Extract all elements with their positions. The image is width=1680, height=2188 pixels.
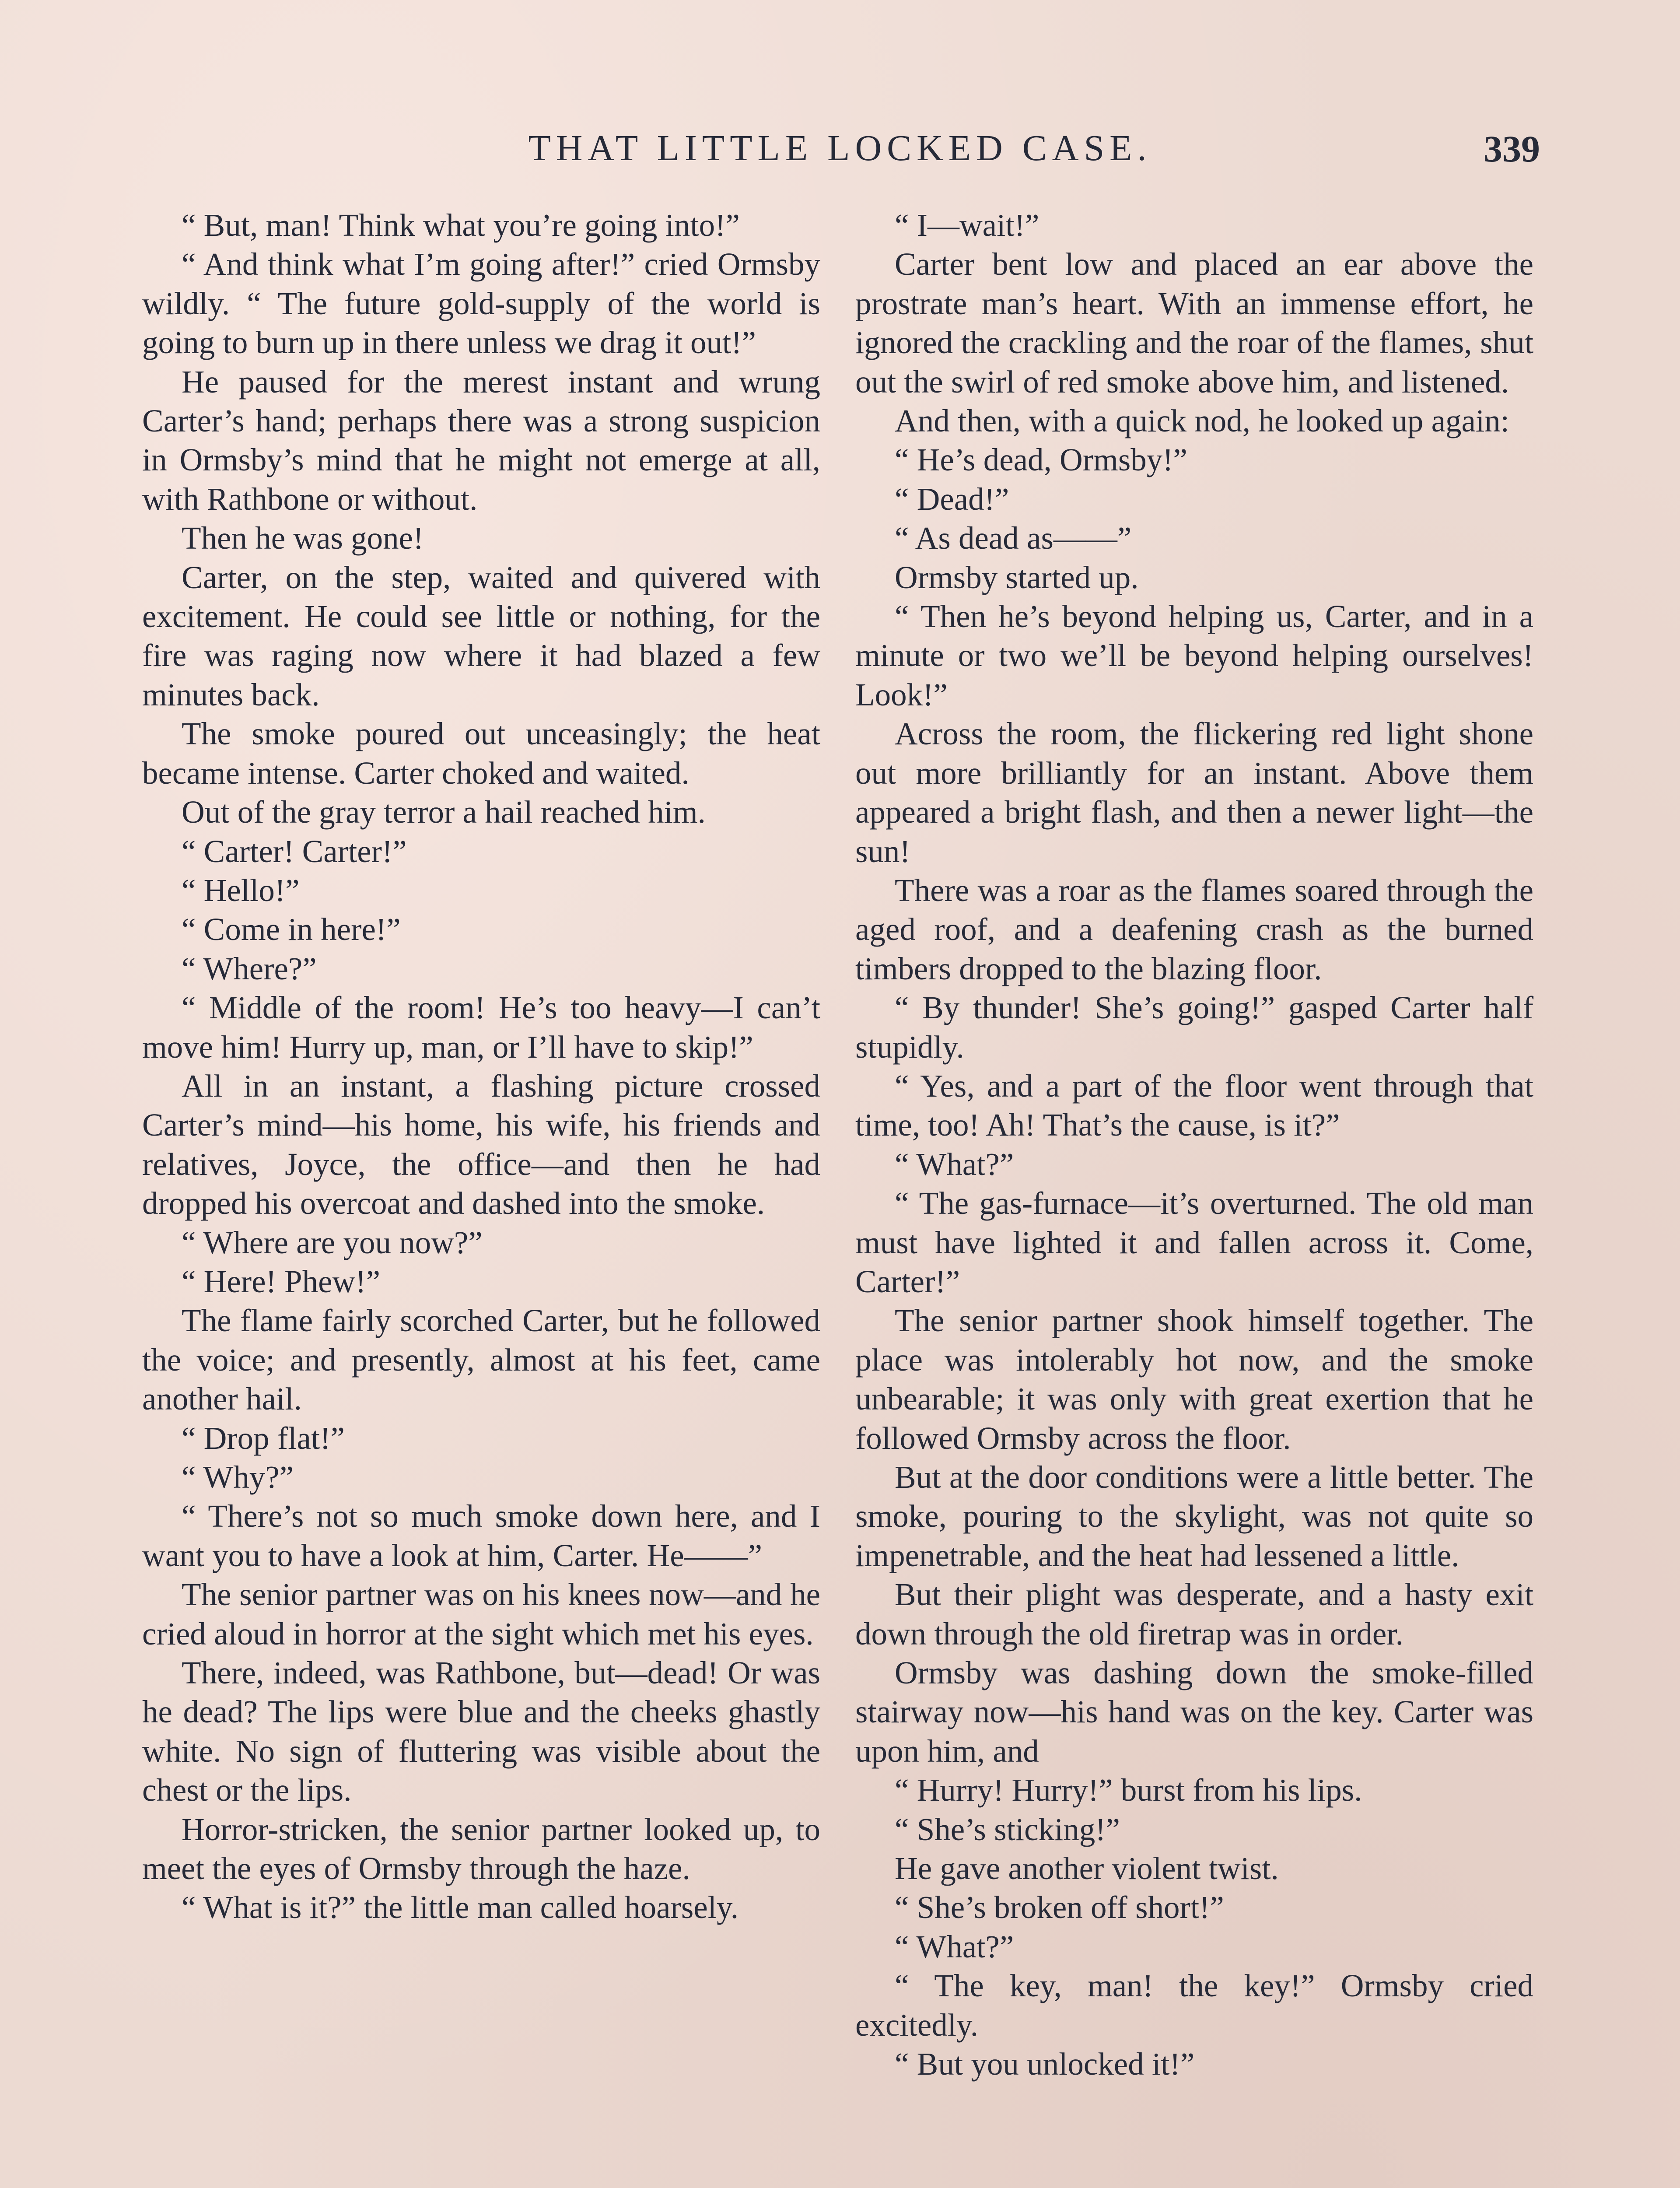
- paragraph: “ The gas-furnace—it’s overturned. The old man must have lighted it and fallen across it. Come, Carter!”: [855, 1185, 1533, 1299]
- paragraph: “ Yes, and a part of the floor went through that time, too! Ah! That’s the cause, is it?”: [855, 1068, 1533, 1143]
- left-column: [142, 206, 820, 1927]
- paragraph: The smoke poured out unceasingly; the heat became intense. Carter choked and waited.: [142, 716, 820, 791]
- paragraph: “ Come in here!”: [182, 912, 401, 947]
- page-number: 339: [1484, 128, 1540, 170]
- paragraph: Then he was gone!: [182, 520, 424, 556]
- paragraph: Carter, on the step, waited and quivered with excitement. He could see little or nothing, for the fire was raging now where it had blazed a few minutes back.: [142, 559, 820, 712]
- running-head: [140, 127, 1540, 179]
- paragraph: “ What?”: [895, 1929, 1014, 1964]
- paragraph: “ And think what I’m going after!” cried Ormsby wildly. “ The future gold-supply of the world is going to burn up in there unless we drag it out!”: [142, 246, 820, 361]
- paragraph: “ Then he’s beyond helping us, Carter, and in a minute or two we’ll be beyond helping ourselves! Look!”: [855, 599, 1533, 712]
- paragraph: “ Hurry! Hurry!” burst from his lips.: [895, 1772, 1362, 1808]
- paragraph: Ormsby started up.: [895, 559, 1139, 595]
- paragraph: Ormsby was dashing down the smoke-filled stairway now—his hand was on the key. Carter was upon him, and: [855, 1655, 1533, 1769]
- paragraph: “ Dead!”: [895, 481, 1009, 517]
- paragraph: “ But you unlocked it!”: [895, 2046, 1195, 2082]
- paragraph: “ Where?”: [182, 950, 317, 986]
- right-column: [855, 206, 1533, 2084]
- paragraph: Across the room, the flickering red light shone out more brilliantly for an instant. Above them appeared a bright flash, and then a newer light—the sun!: [855, 716, 1533, 869]
- paragraph: “ Here! Phew!”: [182, 1263, 380, 1299]
- paragraph: “ She’s broken off short!”: [895, 1890, 1224, 1925]
- paragraph: He paused for the merest instant and wrung Carter’s hand; perhaps there was a strong suspicion in Ormsby’s mind that he might not emerge at all, with Rathbone or without.: [142, 364, 820, 517]
- paragraph: “ He’s dead, Ormsby!”: [895, 442, 1187, 478]
- paragraph: “ What is it?” the little man called hoarsely.: [182, 1890, 738, 1925]
- paragraph: Carter bent low and placed an ear above the prostrate man’s heart. With an immense effort, he ignored the crackling and the roar of the flames, shut out the swirl of red smoke above him, and listened.: [855, 246, 1533, 400]
- paragraph: “ As dead as——”: [895, 520, 1132, 556]
- paragraph: “ Carter! Carter!”: [182, 833, 407, 869]
- paragraph: “ But, man! Think what you’re going into!”: [182, 207, 740, 243]
- paragraph: “ Middle of the room! He’s too heavy—I can’t move him! Hurry up, man, or I’ll have to skip!”: [142, 990, 820, 1065]
- paragraph: There, indeed, was Rathbone, but—dead! Or was he dead? The lips were blue and the cheeks ghastly white. No sign of fluttering was visible about the chest or the lips.: [142, 1655, 820, 1808]
- paragraph: All in an instant, a flashing picture crossed Carter’s mind—his home, his wife, his friends and relatives, Joyce, the office—and then he had dropped his overcoat and dashed into the smoke.: [142, 1068, 820, 1221]
- paragraph: Horror-stricken, the senior partner looked up, to meet the eyes of Ormsby through the haze.: [142, 1811, 820, 1886]
- paragraph: “ Hello!”: [182, 872, 300, 908]
- paragraph: “ I—wait!”: [895, 207, 1040, 243]
- paragraph: The flame fairly scorched Carter, but he followed the voice; and presently, almost at his feet, came another hail.: [142, 1303, 820, 1417]
- paragraph: “ Why?”: [182, 1459, 294, 1495]
- paragraph: “ The key, man! the key!” Ormsby cried excitedly.: [855, 1968, 1533, 2043]
- paragraph: “ Drop flat!”: [182, 1420, 345, 1456]
- paragraph: There was a roar as the flames soared through the aged roof, and a deafening crash as the burned timbers dropped to the blazing floor.: [855, 872, 1533, 986]
- running-title: THAT LITTLE LOCKED CASE.: [528, 128, 1152, 168]
- paragraph: He gave another violent twist.: [895, 1851, 1279, 1886]
- paragraph: The senior partner was on his knees now—and he cried aloud in horror at the sight which met his eyes.: [142, 1577, 820, 1652]
- paragraph: And then, with a quick nod, he looked up again:: [895, 403, 1509, 439]
- paragraph: “ By thunder! She’s going!” gasped Carter half stupidly.: [855, 990, 1533, 1065]
- paragraph: But at the door conditions were a little better. The smoke, pouring to the skylight, was not quite so impenetrable, and the heat had lessened a little.: [855, 1459, 1533, 1573]
- paragraph: “ What?”: [895, 1146, 1014, 1182]
- paragraph: “ Where are you now?”: [182, 1224, 483, 1260]
- paragraph: “ There’s not so much smoke down here, and I want you to have a look at him, Carter. He——”: [142, 1498, 820, 1573]
- paragraph: But their plight was desperate, and a hasty exit down through the old firetrap was in order.: [855, 1577, 1533, 1652]
- paragraph: “ She’s sticking!”: [895, 1811, 1120, 1847]
- paragraph: Out of the gray terror a hail reached him.: [182, 794, 706, 830]
- paragraph: The senior partner shook himself together. The place was intolerably hot now, and the smoke unbearable; it was only with great exertion that he followed Ormsby across the floor.: [855, 1303, 1533, 1456]
